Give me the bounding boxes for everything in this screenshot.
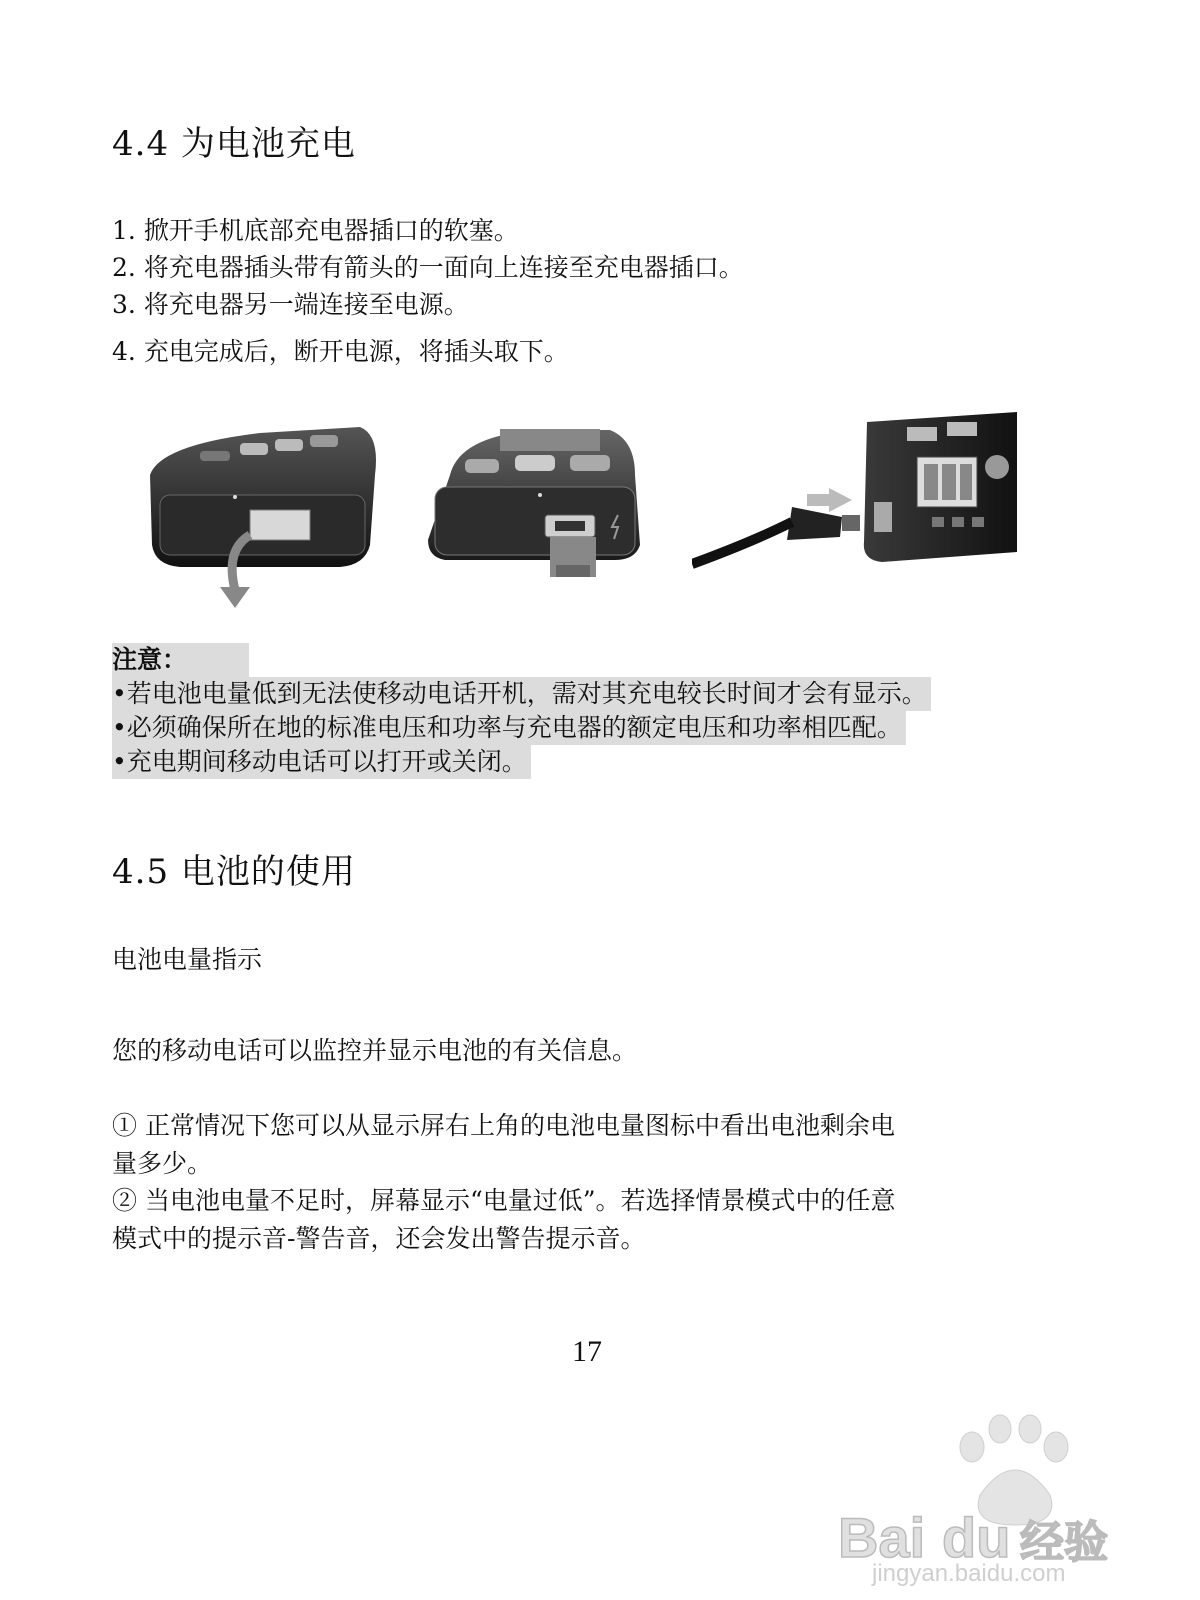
note-item: •充电期间移动电话可以打开或关闭。 [112, 745, 531, 779]
watermark-url: jingyan.baidu.com [872, 1560, 1066, 1587]
section-title-4-4: 4.4 为电池充电 [112, 124, 356, 164]
svg-text:du: du [942, 1506, 1011, 1569]
phone-charging-port-illustration [420, 425, 660, 585]
note-heading: 注意： [112, 643, 249, 677]
baidu-watermark-logo [830, 1385, 1120, 1585]
svg-text:Bai: Bai [838, 1506, 926, 1569]
section-title-4-5: 4.5 电池的使用 [112, 852, 356, 892]
step-2: 2. 将充电器插头带有箭头的一面向上连接至充电器插口。 [112, 253, 744, 282]
svg-text:经验: 经验 [1020, 1518, 1108, 1567]
note-item: •必须确保所在地的标准电压和功率与充电器的额定电压和功率相匹配。 [112, 711, 906, 745]
point-1-line-2: 量多少。 [112, 1149, 213, 1178]
intro-paragraph: 您的移动电话可以监控并显示电池的有关信息。 [112, 1036, 638, 1065]
page-number: 17 [572, 1335, 602, 1368]
step-4: 4. 充电完成后，断开电源，将插头取下。 [112, 337, 569, 366]
note-item: •若电池电量低到无法使移动电话开机，需对其充电较长时间才会有显示。 [112, 677, 931, 711]
phone-open-cover-illustration [140, 415, 390, 615]
subheading-battery-level: 电池电量指示 [112, 945, 263, 974]
step-1: 1. 掀开手机底部充电器插口的软塞。 [112, 216, 519, 245]
point-2-line-2: 模式中的提示音-警告音，还会发出警告提示音。 [112, 1224, 646, 1253]
point-2-line-1: ② 当电池电量不足时，屏幕显示“电量过低”。若选择情景模式中的任意 [112, 1186, 896, 1215]
point-1-line-1: ① 正常情况下您可以从显示屏右上角的电池电量图标中看出电池剩余电 [112, 1111, 895, 1140]
step-3: 3. 将充电器另一端连接至电源。 [112, 290, 469, 319]
charger-plug-connection-illustration [692, 412, 1017, 582]
note-block [112, 643, 931, 779]
